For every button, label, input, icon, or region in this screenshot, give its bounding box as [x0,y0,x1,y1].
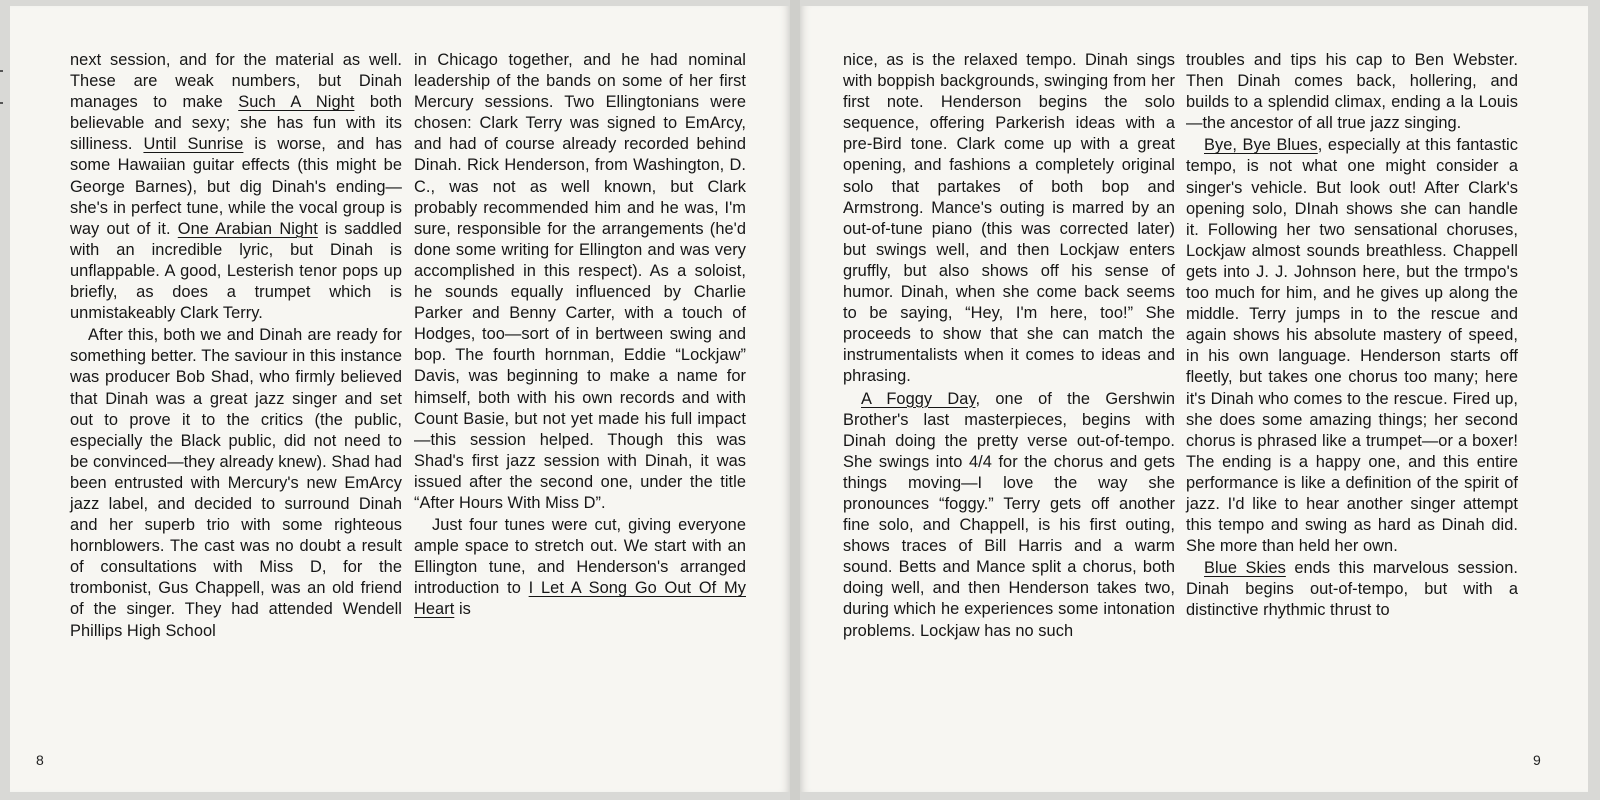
paragraph [414,50,746,514]
right-page-column-1 [843,50,1175,642]
page-number: 8 [36,752,44,768]
left-page-column-2 [414,50,746,621]
paragraph [1186,135,1518,557]
song-title: Such A Night [238,93,355,112]
paragraph-text: Just four tunes were cut, giving everyone ample space to stretch out. We start with an Ellington tune, and Henderson's arranged introduction to [414,516,746,598]
paragraph-text: , one of the Gershwin Brother's last masterpieces, begins with Dinah doing the pretty verse out-of-tempo. She swings into 4/4 for the chorus and gets things moving—I love the way she pronounces “foggy.” Terry gets off another fine solo, and Chappell, is his first outing, shows traces of Bill Harris and a warm sound. Betts and Mance split a chorus, both doing well, and then Henderson takes two, during which he experiences some intonation problems. Lockjaw has no such [843,389,1175,640]
binding-mark [0,70,3,72]
paragraph-text: both believable and sexy; she has fun with its silliness. [70,93,402,154]
page-number: 9 [1533,752,1541,768]
book-gutter [790,0,800,800]
song-title: A Foggy Day [861,389,976,408]
paragraph-text: ends this marvelous session. Dinah begins out-of-tempo, but with a distinctive rhythmic thrust to [1186,559,1518,620]
paragraph [70,325,402,641]
paragraph [843,389,1175,642]
paragraph-text: nice, as is the relaxed tempo. Dinah sings with boppish backgrounds, swinging from her first note. Henderson begins the solo sequence, offering Parkerish ideas with a pre-Bird tone. Clark come up with a great opening, and fashions a completely original solo that partakes of both bop and Armstrong. Mance's outing is marred by an out-of-tune piano (this was corrected later) but swings well, and then Lockjaw enters gruffly, but also shows off his sense of humor. Dinah, when she come back seems to be saying, “Hey, I'm here, too!” She proceeds to show that she can match the instrumentalists when it comes to ideas and phrasing. [843,51,1175,386]
song-title: Bye, Bye Blues [1204,136,1318,155]
paragraph-text: in Chicago together, and he had nominal leadership of the bands on some of her first Mercury sessions. Two Ellingtonians were chosen: Clark Terry was signed to EmArcy, and had of course already recorded behind Dinah. Rick Henderson, from Washington, D. C., was not as well known, but Clark probably recommended him and he was, I'm sure, responsible for the arrangements (he'd done some writing for Ellington and was very accomplished in this respect). As a soloist, he sounds equally influenced by Charlie Parker and Benny Carter, with a touch of Hodges, too—sort of in bertween swing and bop. The fourth hornman, Eddie “Lockjaw” Davis, was beginning to make a name for himself, both with his own records and with Count Basie, but not yet made his full impact—this session helped. Though this was Shad's first jazz session with Dinah, it was issued after the second one, under the title “After Hours With Miss D”. [414,51,746,512]
left-page [10,6,790,792]
paragraph [1186,558,1518,621]
paragraph [843,50,1175,388]
paragraph-text: troubles and tips his cap to Ben Webster. Then Dinah comes back, hollering, and builds to a splendid climax, ending a la Louis—the ancestor of all true jazz singing. [1186,51,1518,133]
paragraph-text: is worse, and has some Hawaiian guitar effects (this might be George Barnes), but dig Dinah's ending—she's in perfect tune, while the vocal group is way out of it. [70,135,402,238]
song-title: One Arabian Night [177,219,318,238]
song-title: Until Sunrise [143,135,244,154]
paragraph-text: is [454,600,471,619]
paragraph-text: is saddled with an incredible lyric, but Dinah is unflappable. A good, Lesterish tenor pops up briefly, as does a trumpet which is unmistakeably Clark Terry. [70,219,402,323]
paragraph-text: , especially at this fantastic tempo, is not what one might consider a singer's vehicle. But look out! After Clark's opening solo, DInah shows she can handle it. Following her two sensational choruses, Lockjaw almost sounds breathless. Chappell gets into J. J. Johnson here, but the trmpo's too much for him, and he gives up along the middle. Terry jumps in to the rescue and again shows his absolute mastery of speed, in his own language. Henderson starts off fleetly, but takes one chorus too many; here it's Dinah who comes to the rescue. Fired up, she does some amazing things; her second chorus is phrased like a trumpet—or a boxer! The ending is a happy one, and this entire performance is like a definition of the spirit of jazz. I'd like to hear another singer attempt this tempo and swing as hard as Dinah did. She more than held her own. [1186,136,1518,556]
paragraph-text: After this, both we and Dinah are ready for something better. The saviour in this instance was producer Bob Shad, who firmly believed that Dinah was a great jazz singer and set out to prove it to the critics (the public, especially the Black public, did not need to be convinced—they already knew). Shad had been entrusted with Mercury's new EmArcy jazz label, and decided to surround Dinah and her superb trio with some righteous hornblowers. The cast was no doubt a result of consultations with Miss D, for the trombonist, Gus Chappell, was an old friend of the singer. They had attended Wendell Phillips High School [70,326,402,640]
paragraph-text: next session, and for the material as well. These are weak numbers, but Dinah manages to make [70,51,402,112]
left-page-column-1 [70,50,402,642]
song-title: Blue Skies [1204,559,1286,578]
song-title: I Let A Song Go Out Of My Heart [414,579,746,619]
paragraph [70,50,402,324]
right-page-column-2 [1186,50,1518,622]
paragraph [1186,50,1518,134]
right-page [800,6,1588,792]
paragraph [414,515,746,620]
binding-mark [0,102,3,104]
